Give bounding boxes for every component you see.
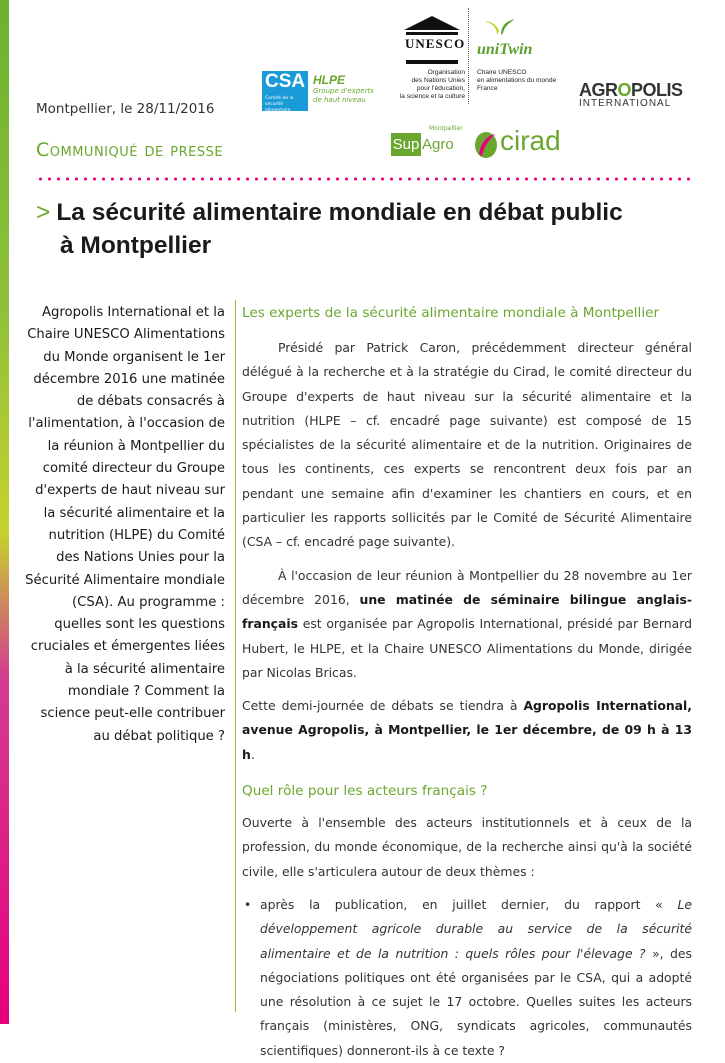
- press-date: Montpellier, le 28/11/2016: [36, 101, 215, 117]
- list-item: [242, 893, 692, 1063]
- csa-logo-subtitle: Comité de la sécurité alimentaire mondiale: [265, 96, 294, 119]
- chaire-caption: [477, 69, 577, 93]
- text-italic: Le développement agricole durable au service de la sécurité alimentaire et de la nutrition : quels rôles pour l'élevage ?: [260, 896, 692, 961]
- agropolis-logo-name-o: O: [617, 80, 632, 100]
- csa-logo-name: CSA: [265, 71, 306, 92]
- text-run: .: [250, 746, 255, 762]
- section-heading-experts: Les experts de la sécurité alimentaire mondiale à Montpellier: [242, 305, 660, 321]
- chaire-caption-line: Chaire UNESCO: [477, 69, 527, 76]
- text-run: Cette demi-journée de débats se tiendra à: [242, 698, 524, 714]
- unesco-caption-line: des Nations Unies: [411, 77, 465, 84]
- chaire-caption-line: France: [477, 85, 498, 92]
- text-bold: Agropolis International, avenue Agropolis, à Montpellier, le 1er décembre, de 09 h à 13 h: [242, 698, 692, 762]
- agropolis-logo-name-part: AGR: [579, 80, 618, 100]
- title-line-1: La sécurité alimentaire mondiale en débat public: [56, 199, 623, 226]
- supagro-logo-prefix: Montpellier: [429, 125, 463, 132]
- unitwin-logo-name: uniTwin: [477, 41, 533, 58]
- bullet-icon: •: [244, 896, 252, 912]
- column-divider: [235, 300, 236, 1012]
- title-line-2: à Montpellier: [60, 232, 212, 259]
- unesco-logo-name: UNESCO: [405, 36, 466, 51]
- hlpe-logo-name: HLPE: [313, 73, 346, 87]
- cirad-logo-name: cirad: [500, 125, 561, 156]
- paragraph-seminar: [242, 564, 692, 685]
- agropolis-logo-subtitle: INTERNATIONAL: [579, 98, 672, 109]
- sidebar-summary: Agropolis International et la Chaire UNESCO Alimentations du Monde organisent le 1er décembre 2016 une matinée de débats consacrés à l'alimentation, à l'occasion de la réunion à Montpellier du comité directeur du Groupe d'experts de haut niveau sur la sécurité alimentaire et la nutrition (HLPE) du Comité des Nations Unies pour la Sécurité Alimentaire mondiale (CSA). Au programme : quelles sont les questions cruciales et émergentes liées à la sécurité alimentaire mondiale ? Comment la science peut-elle contribuer au débat politique ?: [25, 305, 225, 744]
- cirad-logo: [473, 125, 568, 161]
- press-kicker: Communiqué de presse: [36, 139, 224, 161]
- supagro-logo-box: Sup: [391, 133, 421, 156]
- page-title: [36, 196, 696, 262]
- hlpe-logo: [313, 73, 383, 105]
- text-bold: une matinée de séminaire bilingue anglais-français: [242, 591, 692, 632]
- unitwin-sprout-icon: [477, 17, 529, 37]
- unesco-caption-line: Organisation: [427, 69, 465, 76]
- section-heading-actors: Quel rôle pour les acteurs français ?: [242, 783, 488, 800]
- unesco-caption-line: la science et la culture: [399, 93, 465, 100]
- text-run: », des négociations politiques ont été organisées par le CSA, qui a adopté une résolution à ce sujet le 17 octobre. Quelles suites les acteurs français (ministères, ONG, syndicats agricoles, communautés scientifiques) donneront-ils à ce texte ?: [260, 945, 692, 1058]
- agropolis-logo-name-part: POLIS: [631, 80, 683, 100]
- main-content: [242, 303, 692, 1063]
- color-edge-bar: [0, 0, 9, 1024]
- themes-list: [242, 893, 692, 1063]
- chaire-caption-line: en alimentations du monde: [477, 77, 557, 84]
- text-run: après la publication, en juillet dernier, du rapport «: [260, 896, 678, 912]
- unitwin-logo: [477, 17, 537, 59]
- supagro-logo-rest: Agro: [422, 136, 454, 153]
- supagro-logo: [391, 125, 461, 157]
- paragraph-themes: Ouverte à l'ensemble des acteurs institutionnels et à ceux de la profession, du monde économique, de la recherche ainsi qu'à la société civile, elle s'articulera autour de deux thèmes :: [242, 815, 692, 879]
- paragraph-experts: Présidé par Patrick Caron, précédemment directeur général délégué à la recherche et à la stratégie du Cirad, le comité directeur du Groupe d'experts de haut niveau sur la sécurité alimentaire et la nutrition (HLPE – cf. encadré page suivante) est composé de 15 spécialistes de la sécurité alimentaire et de la nutrition. Originaires de tous les continents, ces experts se rencontrent deux fois par an pendant une semaine afin d'examiner les chantiers en cours, et en particulier les rapports sollicités par le Comité de Sécurité Alimentaire (CSA – cf. encadré page suivante).: [242, 340, 692, 550]
- csa-logo: [262, 71, 308, 119]
- cirad-leaf-icon: [473, 128, 499, 160]
- paragraph-venue: [242, 694, 692, 767]
- agropolis-logo: [579, 80, 689, 109]
- text-run: À l'occasion de leur réunion à Montpellier du 28 novembre au 1er décembre 2016,: [242, 567, 692, 607]
- hlpe-logo-subtitle: Groupe d'experts de haut niveau: [313, 87, 374, 104]
- unesco-caption: [381, 69, 465, 101]
- unesco-caption-line: pour l'éducation,: [416, 85, 465, 92]
- dotted-divider: [36, 177, 692, 181]
- text-run: est organisée par Agropolis International, présidé par Bernard Hubert, le HLPE, et la Chaire UNESCO Alimentations du Monde, dirigée par Nicolas Bricas.: [242, 616, 692, 680]
- title-marker: >: [36, 199, 51, 226]
- logo-divider: [468, 8, 469, 104]
- unesco-logo: [400, 14, 464, 70]
